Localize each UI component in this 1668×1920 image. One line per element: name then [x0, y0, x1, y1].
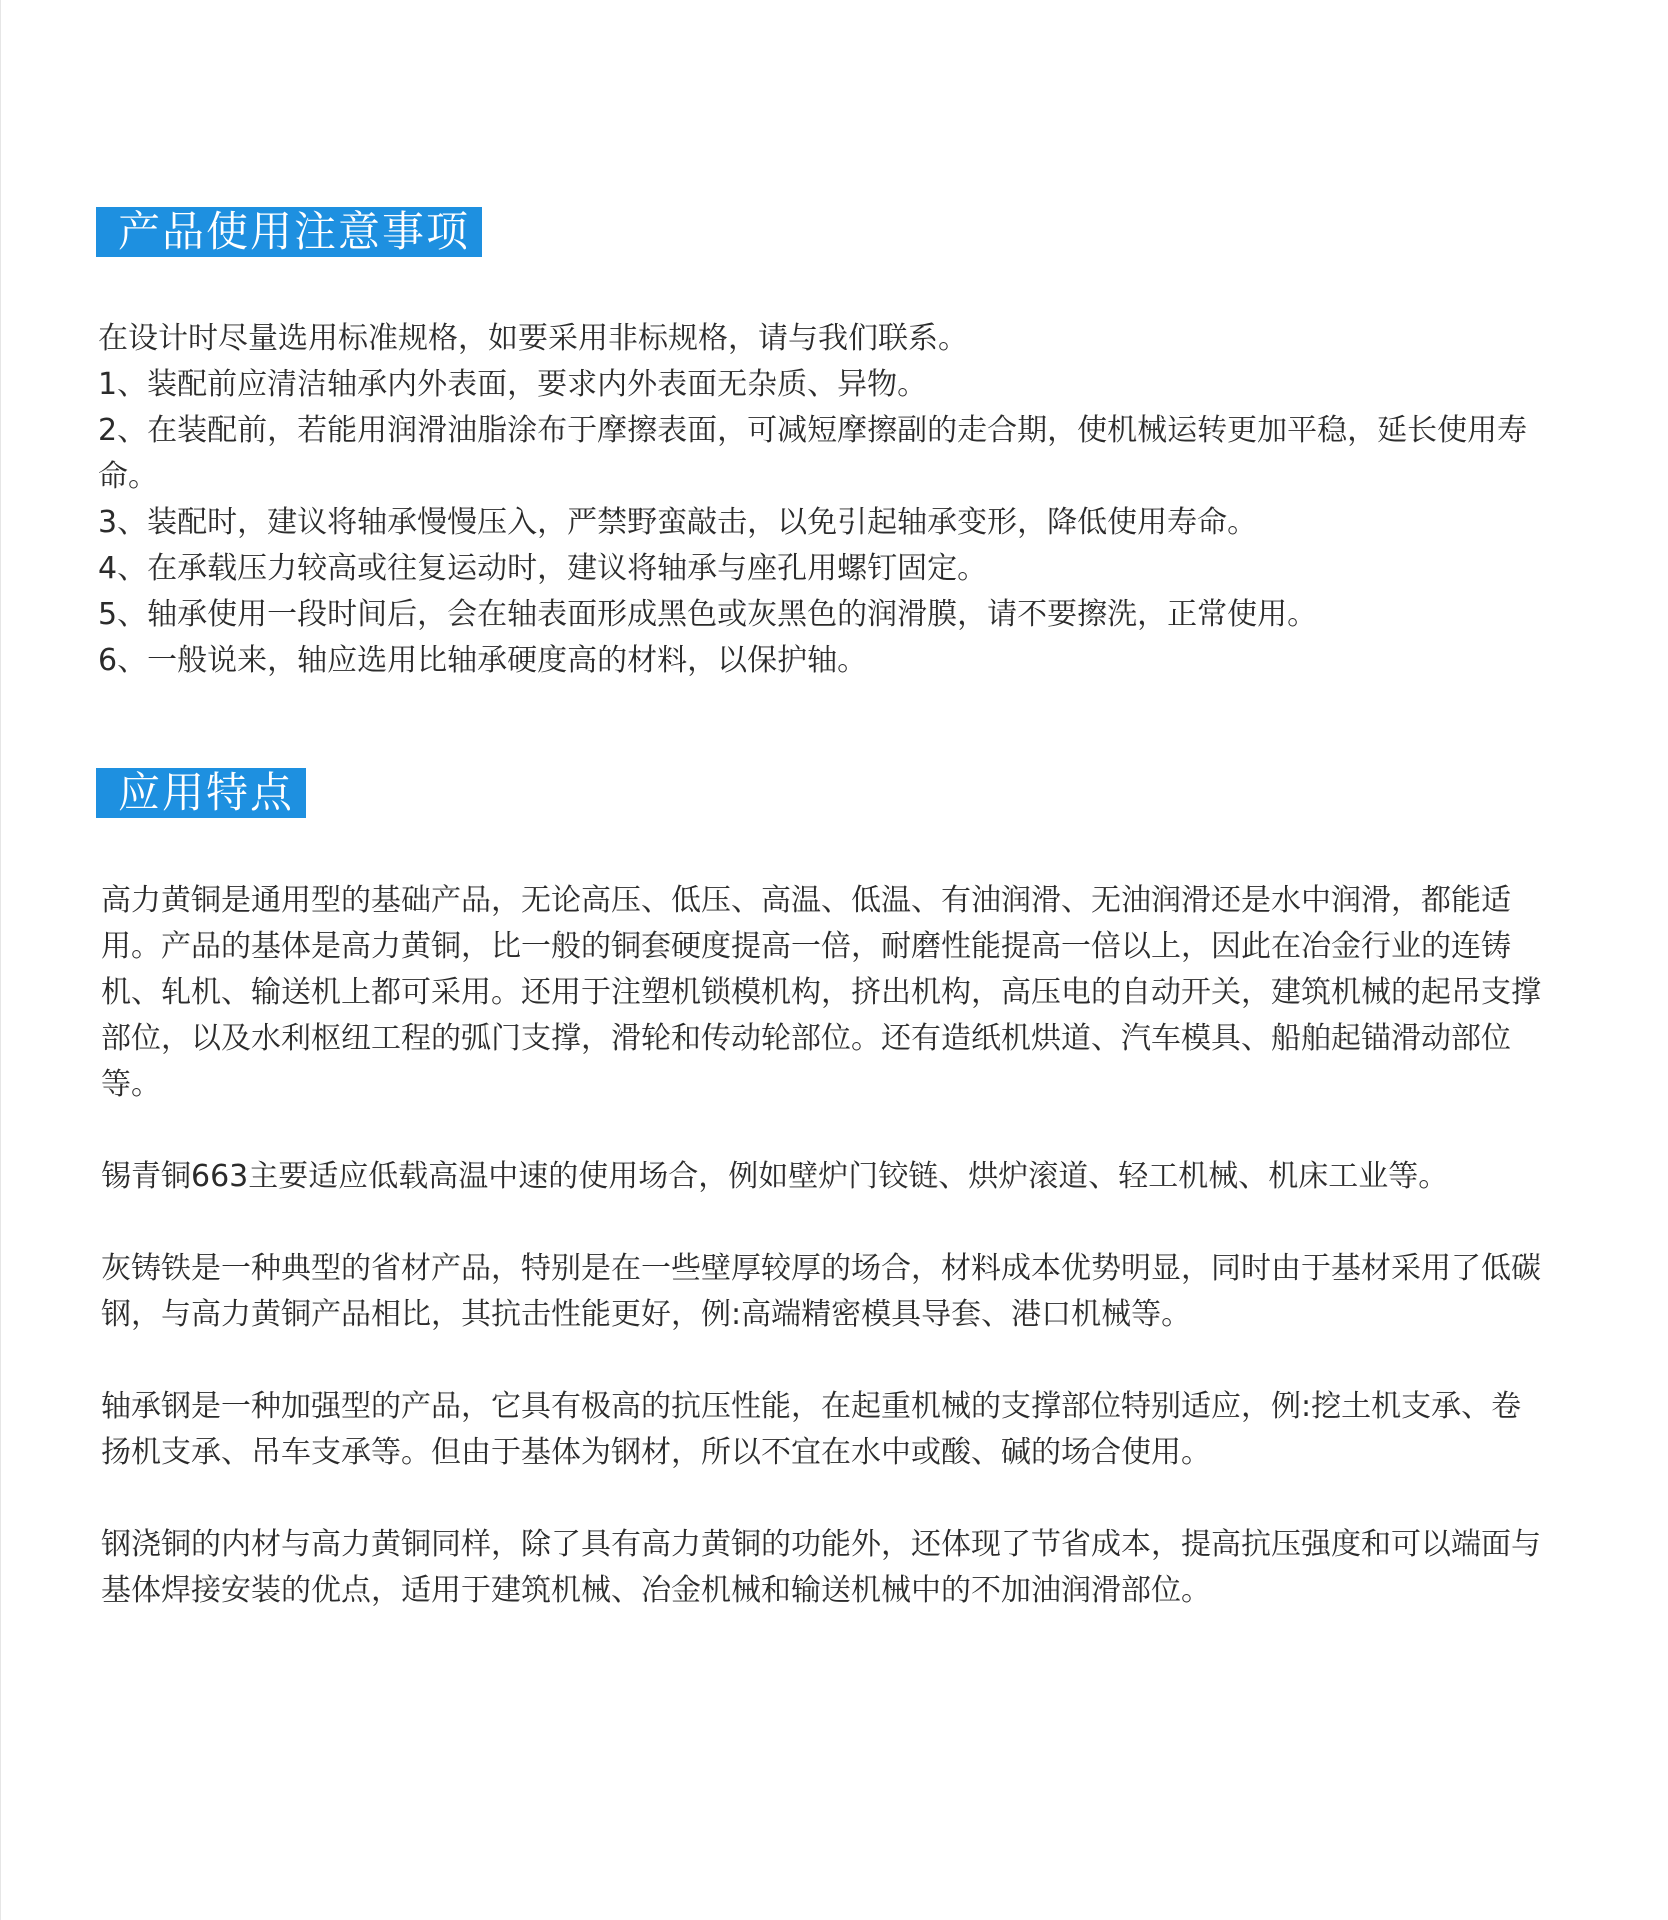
note-item-6: 6、一般说来，轴应选用比轴承硬度高的材料，以保护轴。: [98, 643, 868, 678]
feature-paragraph-high-strength-brass: 高力黄铜是通用型的基础产品，无论高压、低压、高温、低温、有油润滑、无油润滑还是水中润滑，都能适用。产品的基体是高力黄铜，比一般的铜套硬度提高一倍，耐磨性能提高一倍以上，因此在冶金行业的连铸机、轧机、输送机上都可采用。还用于注塑机锁模机构，挤出机构，高压电的自动开关，建筑机械的起吊支撑部位，以及水利枢纽工程的弧门支撑，滑轮和传动轮部位。还有造纸机烘道、汽车模具、船舶起锚滑动部位等。: [101, 883, 1541, 1102]
note-intro: 在设计时尽量选用标准规格，如要采用非标规格，请与我们联系。: [98, 321, 968, 356]
note-item-1: 1、装配前应清洁轴承内外表面，要求内外表面无杂质、异物。: [98, 367, 928, 402]
section-title-usage-notes: 产品使用注意事项: [96, 207, 482, 257]
feature-paragraph-steel-cast-copper: 钢浇铜的内材与高力黄铜同样，除了具有高力黄铜的功能外，还体现了节省成本，提高抗压强度和可以端面与基体焊接安装的优点，适用于建筑机械、冶金机械和输送机械中的不加油润滑部位。: [101, 1527, 1541, 1608]
feature-paragraph-tin-bronze: 锡青铜663主要适应低载高温中速的使用场合，例如壁炉门铰链、烘炉滚道、轻工机械、机床工业等。: [101, 1159, 1449, 1194]
application-features-body: [101, 878, 1541, 1660]
note-item-4: 4、在承载压力较高或往复运动时，建议将轴承与座孔用螺钉固定。: [98, 551, 988, 586]
feature-paragraph-gray-cast-iron: 灰铸铁是一种典型的省材产品，特别是在一些壁厚较厚的场合，材料成本优势明显，同时由于基材采用了低碳钢，与高力黄铜产品相比，其抗击性能更好，例:高端精密模具导套、港口机械等。: [101, 1251, 1541, 1332]
note-item-3: 3、装配时，建议将轴承慢慢压入，严禁野蛮敲击，以免引起轴承变形，降低使用寿命。: [98, 505, 1258, 540]
section-title-application-features: 应用特点: [96, 768, 306, 818]
note-item-5: 5、轴承使用一段时间后，会在轴表面形成黑色或灰黑色的润滑膜，请不要擦洗，正常使用。: [98, 597, 1318, 632]
note-item-2: 2、在装配前，若能用润滑油脂涂布于摩擦表面，可减短摩擦副的走合期，使机械运转更加平稳，延长使用寿命。: [98, 413, 1528, 494]
usage-notes-list: [98, 316, 1538, 684]
feature-paragraph-bearing-steel: 轴承钢是一种加强型的产品，它具有极高的抗压性能，在起重机械的支撑部位特别适应，例:挖土机支承、卷扬机支承、吊车支承等。但由于基体为钢材，所以不宜在水中或酸、碱的场合使用。: [101, 1389, 1522, 1470]
